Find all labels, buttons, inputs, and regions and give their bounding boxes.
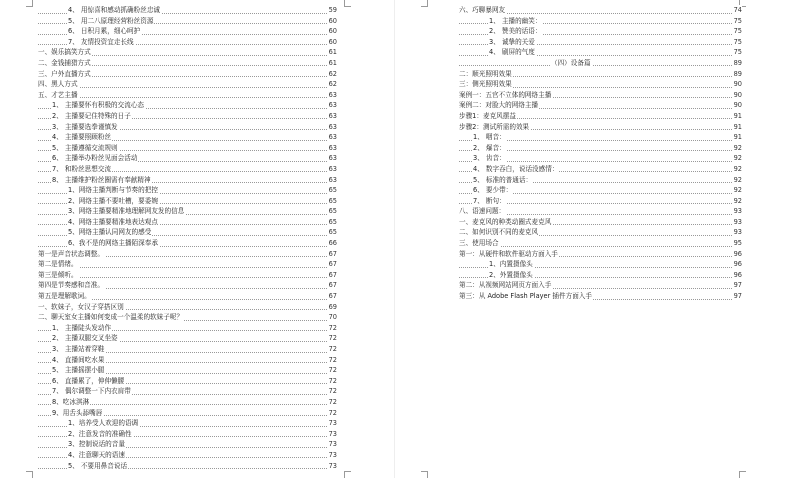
dot-leader [38, 415, 329, 416]
toc-entry-title: 3、 诚挚的关爱 [489, 37, 535, 46]
dot-leader [38, 44, 329, 45]
toc-entry-page-number: 63 [328, 122, 337, 131]
toc-entry-title: 4、注意聊天的语速 [68, 450, 125, 459]
toc-entry[interactable] [459, 122, 742, 133]
toc-entry[interactable] [38, 47, 337, 58]
toc-entry[interactable] [38, 249, 337, 260]
toc-entry[interactable] [459, 238, 742, 249]
toc-entry-page-number: 63 [328, 101, 337, 110]
toc-entry-title: 4、 数字吞白，说话没感情： [473, 164, 559, 173]
toc-entry-page-number: 65 [328, 186, 337, 195]
toc-entry-title: 1、 主播的幽笑： [489, 16, 542, 25]
toc-entry-page-number: 90 [733, 90, 742, 99]
dot-leader [459, 150, 734, 151]
toc-entry[interactable] [38, 16, 337, 27]
toc-entry-page-number: 92 [733, 154, 742, 163]
toc-entry-page-number: 89 [733, 69, 742, 78]
toc-entry-page-number: 72 [328, 334, 337, 343]
toc-entry[interactable] [459, 26, 742, 37]
dot-leader [38, 150, 329, 151]
toc-entry-title: 第三是倾听。 [38, 270, 78, 279]
toc-entry-page-number: 60 [328, 37, 337, 46]
dot-leader [38, 129, 329, 130]
toc-entry-title: 2、 主播双腿交叉坐姿 [52, 334, 118, 343]
dot-leader [38, 309, 329, 310]
dot-leader [459, 13, 734, 14]
dot-leader [38, 55, 329, 56]
toc-entry-page-number: 69 [328, 302, 337, 311]
toc-entry-title: 六、巧聊暴网友 [459, 6, 506, 14]
toc-entry[interactable] [459, 16, 742, 27]
dot-leader [38, 383, 329, 384]
toc-entry[interactable] [38, 355, 337, 366]
toc-entry[interactable] [459, 47, 742, 58]
toc-entry-title: 2、 爆音： [473, 143, 506, 152]
toc-entry-page-number: 92 [733, 164, 742, 173]
dot-leader [459, 203, 734, 204]
dot-leader [38, 457, 329, 458]
toc-entry[interactable] [38, 164, 337, 175]
toc-entry-page-number: 96 [733, 270, 742, 279]
toc-entry[interactable] [38, 397, 337, 408]
toc-entry-page-number: 90 [733, 80, 742, 89]
toc-entry-title: 4、 用惊喜和感动抓确粉丝忠诚 [68, 6, 161, 14]
toc-entry[interactable] [38, 238, 337, 249]
dot-leader [38, 224, 329, 225]
toc-entry-page-number: 72 [328, 345, 337, 353]
toc-entry-page-number: 92 [733, 143, 742, 152]
toc-entry-title: 4、 主播要照顾粉丝 [52, 133, 112, 142]
toc-entry[interactable] [38, 259, 337, 270]
toc-entry-page-number: 97 [733, 281, 742, 290]
toc-entry[interactable] [38, 90, 337, 101]
toc-entry[interactable] [459, 259, 742, 270]
toc-entry[interactable] [459, 69, 742, 80]
dot-leader [459, 23, 734, 24]
toc-entry[interactable] [38, 196, 337, 207]
dot-leader [38, 288, 329, 289]
table-of-contents [0, 5, 395, 471]
toc-entry-page-number: 75 [733, 37, 742, 46]
toc-entry-title: 5、 不要用鼻音说话 [68, 461, 128, 470]
toc-entry-page-number: 92 [733, 186, 742, 195]
dot-leader [38, 267, 329, 268]
toc-entry-title: 1、 主播陡头发动作 [52, 323, 112, 332]
toc-entry[interactable] [459, 79, 742, 90]
dot-leader [459, 193, 734, 194]
dot-leader [459, 87, 734, 88]
toc-entry-page-number: 61 [328, 58, 337, 67]
toc-entry[interactable] [459, 270, 742, 281]
toc-entry-title: 5、 主播遵循交流规则 [52, 143, 118, 152]
toc-entry[interactable] [38, 100, 337, 111]
toc-entry[interactable] [459, 164, 742, 175]
toc-entry[interactable] [38, 122, 337, 133]
toc-entry-page-number: 72 [328, 355, 337, 364]
toc-entry-title: 2、注意发音的准确性 [68, 429, 132, 438]
toc-entry[interactable] [38, 408, 337, 419]
toc-entry[interactable] [459, 132, 742, 143]
toc-entry-title: 7、 友情投资宜走长线 [68, 37, 134, 46]
toc-entry-page-number: 72 [328, 323, 337, 332]
toc-entry-page-number: 73 [328, 450, 337, 459]
toc-entry-title: 6、我不是的网络主播陌深奉承 [68, 239, 158, 248]
toc-entry-title: 6、 要少带： [473, 186, 513, 195]
toc-entry-title: 4、 刷屏的气度 [489, 48, 535, 57]
toc-entry[interactable] [38, 206, 337, 217]
toc-entry[interactable] [459, 217, 742, 228]
dot-leader [459, 76, 734, 77]
toc-entry-title: 三、户外直播方式 [38, 69, 91, 78]
toc-entry[interactable] [459, 227, 742, 238]
dot-leader [38, 426, 329, 427]
dot-leader [38, 235, 329, 236]
toc-entry[interactable] [38, 143, 337, 154]
toc-entry-title: 9、用舌头舔嘴唇 [52, 408, 103, 417]
toc-entry[interactable] [38, 79, 337, 90]
toc-entry-page-number: 62 [328, 80, 337, 89]
toc-entry[interactable] [38, 37, 337, 48]
crop-mark [421, 0, 428, 7]
toc-entry-page-number: 73 [328, 419, 337, 428]
toc-entry-page-number: 65 [328, 228, 337, 237]
toc-entry[interactable] [38, 312, 337, 323]
toc-entry-title: 步骤1：麦克风摆益 [459, 111, 516, 120]
toc-entry-page-number: 96 [733, 249, 742, 258]
table-of-contents [395, 5, 790, 302]
toc-entry[interactable] [38, 175, 337, 186]
dot-leader [459, 108, 734, 109]
toc-entry[interactable] [38, 217, 337, 228]
toc-entry-page-number: 63 [328, 175, 337, 184]
toc-entry[interactable] [38, 270, 337, 281]
toc-entry-title: 6、 主播举办粉丝见面会活动 [52, 154, 138, 163]
dot-leader [459, 118, 734, 119]
toc-entry-page-number: 70 [328, 313, 337, 322]
toc-entry-title: 8、吃冰淇淋 [52, 397, 90, 406]
toc-entry-title: 二、如何识别不同的麦克风 [459, 228, 539, 237]
toc-entry-page-number: 75 [733, 16, 742, 25]
dot-leader [38, 87, 329, 88]
toc-entry-page-number: 73 [328, 461, 337, 470]
toc-entry[interactable] [38, 429, 337, 440]
toc-entry-title: 6、 直播累了，伸伸懒腰 [52, 376, 125, 385]
dot-leader [38, 362, 329, 363]
toc-entry[interactable] [38, 5, 337, 16]
crop-mark [26, 471, 33, 478]
dot-leader [38, 436, 329, 437]
toc-entry-page-number: 67 [328, 249, 337, 258]
crop-mark [739, 0, 746, 7]
toc-entry-title: 5、网络主播认同网友的感受 [68, 228, 152, 237]
toc-entry[interactable] [38, 461, 337, 472]
toc-entry-page-number: 65 [328, 196, 337, 205]
toc-entry-page-number: 97 [733, 292, 742, 301]
toc-entry-page-number: 93 [733, 207, 742, 216]
toc-entry-page-number: 72 [328, 366, 337, 375]
toc-entry-title: 2、外置摄像头 [489, 270, 533, 279]
toc-entry-page-number: 67 [328, 260, 337, 269]
toc-entry-title: 3、控制说话的音量 [68, 440, 125, 449]
toc-entry[interactable] [38, 153, 337, 164]
crop-mark [344, 471, 351, 478]
toc-entry-page-number: 63 [328, 154, 337, 163]
crop-mark [344, 0, 351, 7]
toc-entry[interactable] [38, 439, 337, 450]
toc-entry-page-number: 62 [328, 69, 337, 78]
dot-leader [38, 341, 329, 342]
toc-entry-title: 第四是节奏感和音准。 [38, 281, 104, 290]
toc-entry-page-number: 95 [733, 239, 742, 248]
toc-entry-page-number: 67 [328, 270, 337, 279]
dot-leader [38, 23, 329, 24]
dot-leader [38, 373, 329, 374]
dot-leader [38, 256, 329, 257]
toc-entry-title: 八、语速问题： [459, 207, 506, 216]
toc-entry-title: 2、 主播要记住特殊的日子 [52, 111, 131, 120]
toc-entry-title: 四、黑人方式 [38, 80, 78, 89]
toc-entry-page-number: 92 [733, 175, 742, 184]
toc-entry-page-number: 75 [733, 27, 742, 36]
dot-leader [459, 171, 734, 172]
dot-leader [459, 129, 734, 130]
toc-entry[interactable] [459, 291, 742, 302]
toc-entry-title: 4、网络主播要精准地表达观点 [68, 217, 158, 226]
dot-leader [38, 140, 329, 141]
toc-entry[interactable] [38, 450, 337, 461]
toc-entry[interactable] [459, 185, 742, 196]
toc-entry-title: 3、 齿音： [473, 154, 506, 163]
toc-entry-page-number: 65 [328, 207, 337, 216]
toc-entry-page-number: 63 [328, 90, 337, 99]
toc-entry[interactable] [38, 418, 337, 429]
crop-mark [739, 471, 746, 478]
toc-entry-page-number: 93 [733, 228, 742, 237]
dot-leader [459, 65, 734, 66]
toc-entry[interactable] [38, 26, 337, 37]
toc-entry-title: 5、 主播摇摆小腿 [52, 366, 105, 375]
dot-leader [459, 246, 734, 247]
toc-entry[interactable] [38, 376, 337, 387]
toc-entry-title: 案例一：五官不立体的网络主播 [459, 90, 552, 99]
toc-entry-title: 一、娱乐搞笑方式 [38, 48, 91, 57]
dot-leader [38, 246, 329, 247]
toc-entry-title: 三、使用场合 [459, 239, 499, 248]
toc-entry-title: 2、网络主播不要吐槽，要委婉 [68, 196, 158, 205]
toc-entry-title: 4、 直播间吃水果 [52, 355, 105, 364]
dot-leader [459, 299, 734, 300]
dot-leader [38, 299, 329, 300]
toc-entry-title: 二：顺光照明效果 [459, 69, 512, 78]
dot-leader [459, 256, 734, 257]
toc-entry[interactable] [38, 185, 337, 196]
toc-entry-page-number: 60 [328, 27, 337, 36]
dot-leader [38, 13, 329, 14]
toc-entry[interactable] [459, 206, 742, 217]
toc-entry-page-number: 73 [328, 440, 337, 449]
dot-leader [459, 224, 734, 225]
toc-entry[interactable] [38, 69, 337, 80]
toc-entry-page-number: 91 [733, 122, 742, 131]
toc-entry-page-number: 72 [328, 376, 337, 385]
dot-leader [38, 214, 329, 215]
toc-entry-page-number: 66 [328, 239, 337, 248]
toc-entry[interactable] [38, 386, 337, 397]
dot-leader [38, 330, 329, 331]
dot-leader [38, 193, 329, 194]
dot-leader [38, 447, 329, 448]
toc-entry-title: 3、网络主播要精准地理解网友发的信息 [68, 207, 185, 216]
dot-leader [459, 140, 734, 141]
toc-entry-title: 5、 用二八原理经营粉丝资源 [68, 16, 154, 25]
toc-entry-title: 5、 标准的普通话： [473, 175, 533, 184]
dot-leader [459, 214, 734, 215]
toc-entry-title: 三：侧光照明效果 [459, 80, 512, 89]
toc-entry-title: 二、聊天室女主播如何变成一个温柔的软妹子呢？ [38, 313, 184, 322]
toc-entry-title: 3、 主播站着穿鞋 [52, 345, 105, 353]
toc-entry[interactable] [459, 153, 742, 164]
toc-entry[interactable] [38, 227, 337, 238]
dot-leader [459, 44, 734, 45]
toc-entry-title: 一、麦克风的种类动圈式麦克风 [459, 217, 552, 226]
dot-leader [459, 34, 734, 35]
crop-mark [26, 0, 33, 7]
toc-entry[interactable] [459, 111, 742, 122]
toc-entry[interactable] [459, 37, 742, 48]
toc-entry-title: 7、 偶尔调整一下内衣肩带 [52, 387, 131, 396]
toc-entry-page-number: 89 [733, 58, 742, 67]
dot-leader [38, 171, 329, 172]
toc-entry-title: 第五是理解歌词。 [38, 292, 91, 301]
toc-entry-title: 1、培养受人欢迎的语调 [68, 419, 139, 428]
toc-entry-page-number: 60 [328, 16, 337, 25]
toc-entry-page-number: 92 [733, 196, 742, 205]
toc-entry-page-number: 91 [733, 133, 742, 142]
toc-entry[interactable] [38, 132, 337, 143]
toc-entry-page-number: 74 [733, 6, 742, 14]
toc-entry-title: 第一是声音状态调整。 [38, 249, 104, 258]
toc-entry-title: 第三：从 Adobe Flash Player 插件方面入手 [459, 292, 592, 301]
dot-leader [38, 277, 329, 278]
dot-leader [38, 161, 329, 162]
dot-leader [459, 182, 734, 183]
toc-entry-page-number: 63 [328, 164, 337, 173]
toc-entry-title: 案例二：对脸大的网络主播 [459, 101, 539, 110]
toc-entry[interactable] [459, 100, 742, 111]
toc-entry-page-number: 93 [733, 217, 742, 226]
toc-entry-page-number: 65 [328, 217, 337, 226]
dot-leader [459, 267, 734, 268]
toc-entry-page-number: 72 [328, 387, 337, 396]
toc-entry[interactable] [38, 333, 337, 344]
toc-entry[interactable] [38, 58, 337, 69]
dot-leader [459, 161, 734, 162]
toc-entry-page-number: 63 [328, 143, 337, 152]
toc-entry[interactable] [38, 111, 337, 122]
toc-entry-page-number: 73 [328, 429, 337, 438]
toc-entry[interactable] [459, 58, 742, 69]
dot-leader [38, 76, 329, 77]
toc-entry[interactable] [38, 323, 337, 334]
dot-leader [38, 404, 329, 405]
right-page [395, 0, 790, 478]
toc-entry-title: 3、 主播要选拳谨慎发 [52, 122, 118, 131]
toc-entry-title: 1、内置摄像头 [489, 260, 533, 269]
toc-entry[interactable] [38, 302, 337, 313]
toc-entry-title: 7、 和粉丝思想交流 [52, 164, 112, 173]
toc-entry-page-number: 90 [733, 101, 742, 110]
toc-entry-page-number: 91 [733, 111, 742, 120]
dot-leader [38, 97, 329, 98]
dot-leader [459, 97, 734, 98]
toc-entry-title: （四）设备篇 [551, 58, 591, 67]
toc-entry-title: 1、 咽音： [473, 133, 506, 142]
dot-leader [38, 65, 329, 66]
toc-entry[interactable] [459, 5, 742, 16]
crop-mark [421, 471, 428, 478]
toc-entry[interactable] [459, 249, 742, 260]
toc-entry[interactable] [459, 196, 742, 207]
toc-entry-title: 第一：从硬件和软件驱动方面入手 [459, 249, 558, 258]
toc-entry[interactable] [459, 175, 742, 186]
toc-entry[interactable] [459, 90, 742, 101]
dot-leader [459, 55, 734, 56]
toc-entry[interactable] [459, 280, 742, 291]
dot-leader [38, 203, 329, 204]
toc-entry-page-number: 72 [328, 408, 337, 417]
toc-entry-title: 1、 主播要怀有积极的交流心态 [52, 101, 145, 110]
toc-entry-page-number: 67 [328, 281, 337, 290]
dot-leader [459, 288, 734, 289]
toc-entry-title: 第二：从视频网站网页方面入手 [459, 281, 552, 290]
dot-leader [459, 277, 734, 278]
toc-entry-page-number: 67 [328, 292, 337, 301]
dot-leader [38, 118, 329, 119]
toc-entry-title: 1、网络主播判断与节奏的把控 [68, 186, 158, 195]
toc-entry[interactable] [38, 280, 337, 291]
toc-entry-title: 6、 日积月累，细心呵护 [68, 27, 141, 36]
toc-entry-title: 7、 断句： [473, 196, 506, 205]
toc-entry-page-number: 63 [328, 133, 337, 142]
toc-entry-title: 二、金钱捕猎方式 [38, 58, 91, 67]
toc-entry-title: 8、 主播维护粉丝圈需有奉献精神 [52, 175, 151, 184]
dot-leader [38, 394, 329, 395]
toc-entry-page-number: 63 [328, 111, 337, 120]
toc-entry-title: 步骤2：测试所需的效果 [459, 122, 530, 131]
toc-entry-title: 一、软妹子，女汉子穿搭区别 [38, 302, 124, 311]
dot-leader [38, 320, 329, 321]
toc-entry[interactable] [38, 344, 337, 355]
dot-leader [38, 468, 329, 469]
toc-entry-title: 五、才艺主播 [38, 90, 78, 99]
toc-entry-page-number: 59 [328, 6, 337, 14]
toc-entry-title: 第二是情绪。 [38, 260, 78, 269]
dot-leader [38, 34, 329, 35]
toc-entry-page-number: 75 [733, 48, 742, 57]
dot-leader [38, 352, 329, 353]
dot-leader [38, 182, 329, 183]
toc-entry[interactable] [459, 143, 742, 154]
toc-entry-page-number: 96 [733, 260, 742, 269]
toc-entry[interactable] [38, 365, 337, 376]
toc-entry-title: 2、 赞美的话语： [489, 27, 542, 36]
dot-leader [38, 108, 329, 109]
toc-entry-page-number: 72 [328, 397, 337, 406]
dot-leader [459, 235, 734, 236]
toc-entry-page-number: 61 [328, 48, 337, 57]
toc-entry[interactable] [38, 291, 337, 302]
